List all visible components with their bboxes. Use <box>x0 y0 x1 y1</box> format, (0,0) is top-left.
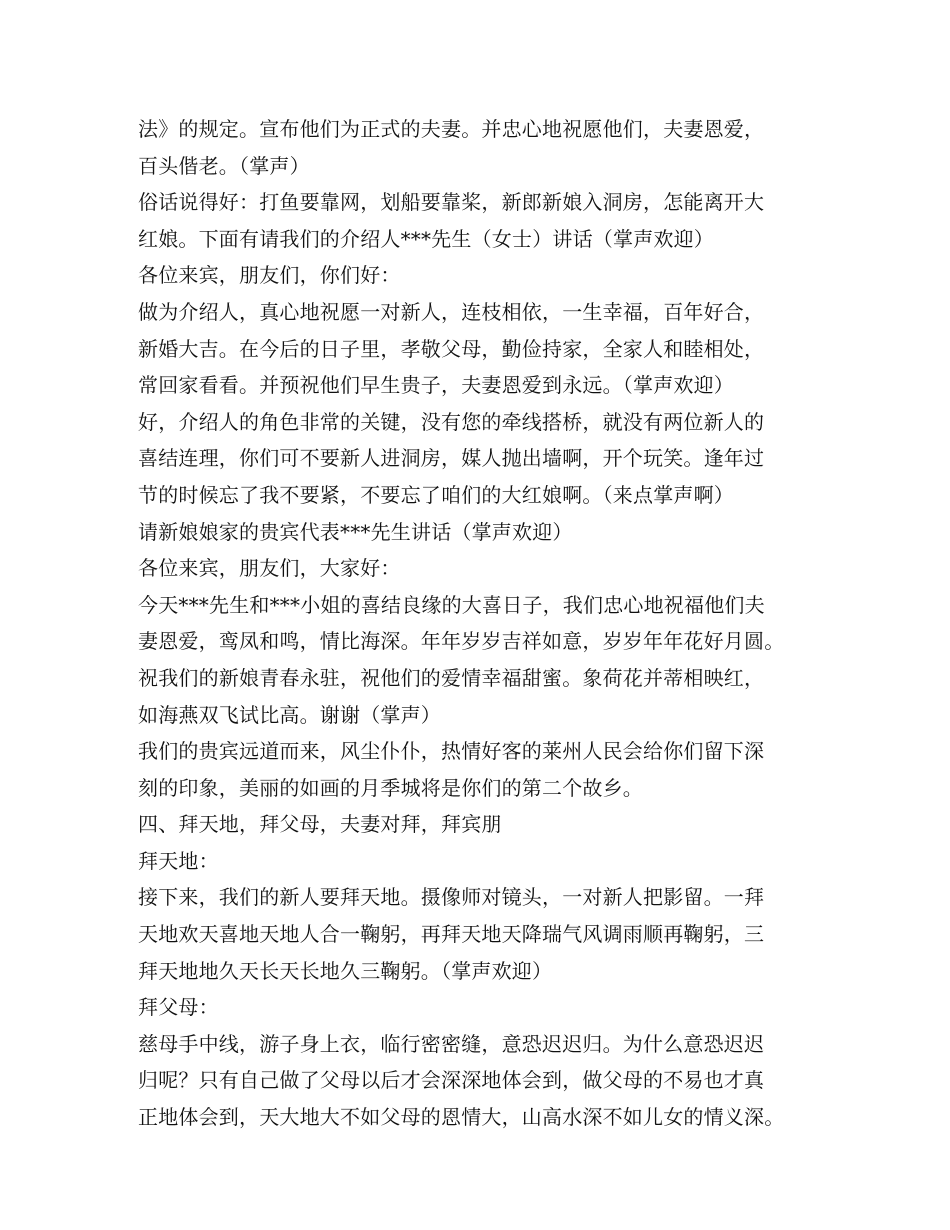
text-line: 今天***先生和***小姐的喜结良缘的大喜日子，我们忠心地祝福他们夫 <box>138 592 765 617</box>
text-line: 刻的印象，美丽的如画的月季城将是你们的第二个故乡。 <box>138 775 643 800</box>
text-line: 我们的贵宾远道而来，风尘仆仆，热情好客的莱州人民会给你们留下深 <box>138 739 765 764</box>
text-line: 请新娘娘家的贵宾代表***先生讲话（掌声欢迎） <box>138 519 573 544</box>
text-line: 妻恩爱，鸾凤和鸣，情比海深。年年岁岁吉祥如意，岁岁年年花好月圆。 <box>138 629 785 654</box>
text-line: 节的时候忘了我不要紧，不要忘了咱们的大红娘啊。（来点掌声啊） <box>138 482 734 507</box>
text-line: 俗话说得好：打鱼要靠网，划船要靠桨，新郎新娘入洞房，怎能离开大 <box>138 190 765 215</box>
text-line: 法》的规定。宣布他们为正式的夫妻。并忠心地祝愿他们，夫妻恩爱， <box>138 117 765 141</box>
text-line: 百头偕老。（掌声） <box>138 153 310 178</box>
text-line: 如海燕双飞试比高。谢谢（掌声） <box>138 702 441 727</box>
subheading-line: 拜天地： <box>138 848 219 873</box>
text-line: 各位来宾，朋友们，大家好： <box>138 556 401 581</box>
text-line: 拜天地地久天长天长地久三鞠躬。（掌声欢迎） <box>138 958 553 983</box>
document-body <box>138 111 828 1136</box>
text-line: 祝我们的新娘青春永驻，祝他们的爱情幸福甜蜜。象荷花并蒂相映红， <box>138 665 765 690</box>
text-line: 新婚大吉。在今后的日子里，孝敬父母，勤俭持家，全家人和睦相处， <box>138 336 765 361</box>
text-line: 红娘。下面有请我们的介绍人***先生（女士）讲话（掌声欢迎） <box>138 226 714 251</box>
text-line: 天地欢天喜地天地人合一鞠躬，再拜天地天降瑞气风调雨顺再鞠躬，三 <box>138 922 765 947</box>
text-line: 接下来，我们的新人要拜天地。摄像师对镜头，一对新人把影留。一拜 <box>138 885 765 910</box>
section-heading: 四、拜天地，拜父母，夫妻对拜，拜宾朋 <box>138 812 502 837</box>
text-line: 正地体会到，天大地大不如父母的恩情大，山高水深不如儿女的情义深。 <box>138 1105 785 1130</box>
text-line: 慈母手中线，游子身上衣，临行密密缝，意恐迟迟归。为什么意恐迟迟 <box>138 1031 765 1056</box>
text-line: 常回家看看。并预祝他们早生贵子，夫妻恩爱到永远。（掌声欢迎） <box>138 373 734 398</box>
text-line: 做为介绍人，真心地祝愿一对新人，连枝相依，一生幸福，百年好合， <box>138 299 765 324</box>
text-line: 各位来宾，朋友们，你们好： <box>138 263 401 288</box>
text-line: 喜结连理，你们可不要新人进洞房，媒人抛出墙啊，开个玩笑。逢年过 <box>138 446 765 471</box>
subheading-line: 拜父母： <box>138 995 219 1020</box>
text-line: 归呢？只有自己做了父母以后才会深深地体会到，做父母的不易也才真 <box>138 1068 765 1093</box>
text-line: 好，介绍人的角色非常的关键，没有您的牵线搭桥，就没有两位新人的 <box>138 409 765 434</box>
